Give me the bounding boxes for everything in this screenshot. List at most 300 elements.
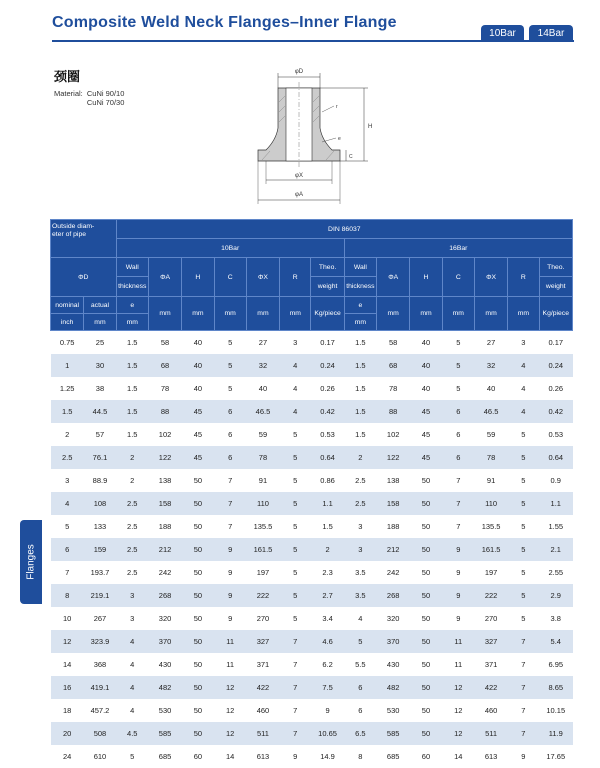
table-cell: 50 bbox=[182, 653, 214, 676]
table-cell: 4 bbox=[116, 653, 148, 676]
dim-label-a: φA bbox=[295, 192, 303, 198]
table-cell: 511 bbox=[246, 722, 279, 745]
table-cell: 370 bbox=[377, 630, 410, 653]
table-cell: 197 bbox=[474, 561, 507, 584]
table-cell: 2.9 bbox=[539, 584, 572, 607]
table-cell: 161.5 bbox=[474, 538, 507, 561]
table-cell: 0.24 bbox=[539, 354, 572, 377]
table-cell: 110 bbox=[246, 492, 279, 515]
table-cell: 1 bbox=[51, 354, 84, 377]
table-cell: 2.55 bbox=[539, 561, 572, 584]
material-line-2: CuNi 70/30 bbox=[87, 98, 125, 107]
table-cell: 6 bbox=[214, 423, 246, 446]
table-cell: 50 bbox=[182, 699, 214, 722]
table-cell: 68 bbox=[377, 354, 410, 377]
table-cell: 40 bbox=[410, 377, 442, 400]
table-cell: 320 bbox=[377, 607, 410, 630]
table-cell: 27 bbox=[474, 331, 507, 355]
dim-label-c: C bbox=[349, 154, 353, 160]
table-cell: 4.6 bbox=[311, 630, 344, 653]
table-cell: 508 bbox=[84, 722, 116, 745]
table-cell: 323.9 bbox=[84, 630, 116, 653]
material-label: Material: bbox=[54, 89, 83, 98]
table-cell: 11 bbox=[214, 630, 246, 653]
table-cell: 8.65 bbox=[539, 676, 572, 699]
table-cell: 4 bbox=[508, 377, 539, 400]
table-cell: 11 bbox=[442, 630, 474, 653]
table-row bbox=[51, 423, 573, 446]
table-cell: 197 bbox=[246, 561, 279, 584]
table-cell: 60 bbox=[182, 745, 214, 768]
table-cell: 20 bbox=[51, 722, 84, 745]
table-cell: 3 bbox=[116, 584, 148, 607]
table-cell: 5.4 bbox=[539, 630, 572, 653]
table-cell: 68 bbox=[148, 354, 181, 377]
table-cell: 1.55 bbox=[539, 515, 572, 538]
table-cell: 0.75 bbox=[51, 331, 84, 355]
table-cell: 5 bbox=[280, 469, 311, 492]
table-cell: 4 bbox=[280, 377, 311, 400]
header-phi-x: ΦX bbox=[246, 258, 279, 297]
spec-table bbox=[50, 219, 573, 768]
header-c: C bbox=[442, 258, 474, 297]
table-cell: 50 bbox=[410, 584, 442, 607]
header-actual: actual bbox=[84, 297, 116, 314]
table-cell: 50 bbox=[410, 722, 442, 745]
table-cell: 1.5 bbox=[116, 423, 148, 446]
table-cell: 1.5 bbox=[344, 377, 376, 400]
table-cell: 193.7 bbox=[84, 561, 116, 584]
table-cell: 138 bbox=[377, 469, 410, 492]
table-cell: 320 bbox=[148, 607, 181, 630]
table-row bbox=[51, 561, 573, 584]
table-cell: 40 bbox=[182, 354, 214, 377]
table-cell: 45 bbox=[182, 400, 214, 423]
table-cell: 0.42 bbox=[539, 400, 572, 423]
table-cell: 40 bbox=[474, 377, 507, 400]
table-cell: 78 bbox=[377, 377, 410, 400]
table-cell: 2.7 bbox=[311, 584, 344, 607]
dim-label-r: r bbox=[336, 104, 338, 110]
table-cell: 0.53 bbox=[311, 423, 344, 446]
header-c: C bbox=[214, 258, 246, 297]
header-unit-mm: mm bbox=[508, 297, 539, 331]
header-unit-mm: mm bbox=[84, 314, 116, 331]
table-cell: 45 bbox=[410, 446, 442, 469]
table-row bbox=[51, 469, 573, 492]
header-nominal: nominal bbox=[51, 297, 84, 314]
table-cell: 8 bbox=[51, 584, 84, 607]
table-cell: 40 bbox=[410, 331, 442, 355]
table-cell: 0.26 bbox=[539, 377, 572, 400]
table-cell: 1.5 bbox=[116, 331, 148, 355]
table-cell: 6.5 bbox=[344, 722, 376, 745]
header-10bar: 10Bar bbox=[116, 239, 344, 258]
table-cell: 0.64 bbox=[539, 446, 572, 469]
badge-10bar[interactable]: 10Bar bbox=[481, 25, 524, 42]
table-cell: 0.17 bbox=[311, 331, 344, 355]
table-cell: 50 bbox=[410, 561, 442, 584]
table-cell: 5 bbox=[214, 331, 246, 355]
table-cell: 6 bbox=[214, 446, 246, 469]
table-row bbox=[51, 722, 573, 745]
table-cell: 3.8 bbox=[539, 607, 572, 630]
table-cell: 5 bbox=[508, 561, 539, 584]
table-cell: 4 bbox=[116, 630, 148, 653]
table-cell: 7 bbox=[214, 469, 246, 492]
table-cell: 6 bbox=[344, 699, 376, 722]
table-cell: 40 bbox=[182, 331, 214, 355]
table-cell: 2.5 bbox=[116, 515, 148, 538]
table-cell: 102 bbox=[377, 423, 410, 446]
table-cell: 76.1 bbox=[84, 446, 116, 469]
table-cell: 212 bbox=[148, 538, 181, 561]
table-cell: 2.5 bbox=[116, 492, 148, 515]
table-cell: 9 bbox=[442, 561, 474, 584]
table-cell: 370 bbox=[148, 630, 181, 653]
table-cell: 268 bbox=[148, 584, 181, 607]
table-cell: 4 bbox=[344, 607, 376, 630]
table-cell: 2.5 bbox=[51, 446, 84, 469]
table-cell: 38 bbox=[84, 377, 116, 400]
table-cell: 50 bbox=[182, 584, 214, 607]
table-cell: 46.5 bbox=[246, 400, 279, 423]
table-cell: 6 bbox=[214, 400, 246, 423]
side-tab-label: Flanges bbox=[26, 544, 37, 580]
header-r: R bbox=[508, 258, 539, 297]
header-phi-a: ΦA bbox=[148, 258, 181, 297]
table-row bbox=[51, 400, 573, 423]
table-cell: 0.53 bbox=[539, 423, 572, 446]
table-cell: 1.1 bbox=[311, 492, 344, 515]
table-cell: 7 bbox=[442, 492, 474, 515]
header-unit-mm: mm bbox=[344, 314, 376, 331]
table-cell: 9 bbox=[311, 699, 344, 722]
table-cell: 110 bbox=[474, 492, 507, 515]
table-cell: 10.65 bbox=[311, 722, 344, 745]
table-cell: 5 bbox=[442, 354, 474, 377]
dim-label-h: H bbox=[368, 124, 372, 130]
table-cell: 530 bbox=[377, 699, 410, 722]
table-cell: 12 bbox=[51, 630, 84, 653]
table-cell: 122 bbox=[148, 446, 181, 469]
header-outside-diameter: Outside diam- eter of pipe bbox=[51, 220, 117, 258]
table-cell: 50 bbox=[410, 699, 442, 722]
table-cell: 7 bbox=[51, 561, 84, 584]
table-cell: 5 bbox=[214, 354, 246, 377]
table-cell: 9 bbox=[442, 538, 474, 561]
table-cell: 3 bbox=[508, 331, 539, 355]
table-cell: 5 bbox=[116, 745, 148, 768]
table-cell: 50 bbox=[410, 630, 442, 653]
table-cell: 7 bbox=[280, 699, 311, 722]
table-cell: 4 bbox=[508, 400, 539, 423]
table-cell: 88 bbox=[148, 400, 181, 423]
header-16bar: 16Bar bbox=[344, 239, 572, 258]
spec-table-body bbox=[51, 331, 573, 768]
table-cell: 422 bbox=[246, 676, 279, 699]
table-cell: 24 bbox=[51, 745, 84, 768]
table-cell: 50 bbox=[182, 561, 214, 584]
table-cell: 45 bbox=[182, 446, 214, 469]
table-cell: 9 bbox=[214, 584, 246, 607]
table-cell: 9 bbox=[214, 538, 246, 561]
table-cell: 102 bbox=[148, 423, 181, 446]
header-unit-mm: mm bbox=[182, 297, 214, 331]
table-cell: 460 bbox=[246, 699, 279, 722]
table-cell: 59 bbox=[474, 423, 507, 446]
table-cell: 7 bbox=[508, 699, 539, 722]
table-cell: 30 bbox=[84, 354, 116, 377]
table-cell: 371 bbox=[474, 653, 507, 676]
header-unit-mm: mm bbox=[214, 297, 246, 331]
table-cell: 161.5 bbox=[246, 538, 279, 561]
table-cell: 4 bbox=[116, 699, 148, 722]
table-cell: 50 bbox=[182, 607, 214, 630]
header-h: H bbox=[182, 258, 214, 297]
table-cell: 12 bbox=[214, 722, 246, 745]
table-cell: 8 bbox=[344, 745, 376, 768]
table-cell: 1.5 bbox=[311, 515, 344, 538]
header-unit-mm: mm bbox=[474, 297, 507, 331]
table-cell: 2 bbox=[344, 446, 376, 469]
table-cell: 7 bbox=[280, 676, 311, 699]
header-theo: Theo. bbox=[311, 258, 344, 277]
table-cell: 422 bbox=[474, 676, 507, 699]
table-cell: 5 bbox=[508, 584, 539, 607]
table-cell: 460 bbox=[474, 699, 507, 722]
table-cell: 50 bbox=[410, 653, 442, 676]
table-cell: 50 bbox=[182, 492, 214, 515]
table-cell: 267 bbox=[84, 607, 116, 630]
header-wall: Wall bbox=[344, 258, 376, 277]
table-cell: 7.5 bbox=[311, 676, 344, 699]
table-cell: 18 bbox=[51, 699, 84, 722]
header-unit-inch: inch bbox=[51, 314, 84, 331]
table-cell: 78 bbox=[148, 377, 181, 400]
header-e: e bbox=[344, 297, 376, 314]
table-cell: 3 bbox=[280, 331, 311, 355]
table-cell: 45 bbox=[182, 423, 214, 446]
table-cell: 2.1 bbox=[539, 538, 572, 561]
table-cell: 32 bbox=[474, 354, 507, 377]
table-cell: 50 bbox=[182, 515, 214, 538]
table-cell: 1.5 bbox=[344, 331, 376, 355]
table-cell: 5 bbox=[280, 538, 311, 561]
table-cell: 9 bbox=[442, 584, 474, 607]
header-e: e bbox=[116, 297, 148, 314]
table-cell: 7 bbox=[508, 630, 539, 653]
table-cell: 14 bbox=[51, 653, 84, 676]
dim-label-e: e bbox=[338, 136, 341, 142]
table-cell: 327 bbox=[246, 630, 279, 653]
flange-cross-section-drawing bbox=[250, 62, 390, 210]
table-cell: 5 bbox=[442, 331, 474, 355]
header-unit-kg: Kg/piece bbox=[311, 297, 344, 331]
table-cell: 1.25 bbox=[51, 377, 84, 400]
table-cell: 46.5 bbox=[474, 400, 507, 423]
table-cell: 5 bbox=[280, 423, 311, 446]
table-cell: 0.42 bbox=[311, 400, 344, 423]
table-cell: 16 bbox=[51, 676, 84, 699]
table-cell: 430 bbox=[148, 653, 181, 676]
table-cell: 50 bbox=[182, 722, 214, 745]
table-cell: 9 bbox=[214, 607, 246, 630]
table-cell: 6 bbox=[442, 423, 474, 446]
table-cell: 91 bbox=[474, 469, 507, 492]
table-cell: 419.1 bbox=[84, 676, 116, 699]
table-cell: 50 bbox=[182, 469, 214, 492]
table-cell: 6.2 bbox=[311, 653, 344, 676]
table-row bbox=[51, 630, 573, 653]
table-cell: 585 bbox=[148, 722, 181, 745]
table-cell: 3 bbox=[51, 469, 84, 492]
table-cell: 27 bbox=[246, 331, 279, 355]
table-cell: 482 bbox=[148, 676, 181, 699]
table-cell: 45 bbox=[410, 423, 442, 446]
table-row bbox=[51, 607, 573, 630]
table-cell: 17.65 bbox=[539, 745, 572, 768]
table-cell: 1.5 bbox=[116, 377, 148, 400]
table-cell: 5 bbox=[442, 377, 474, 400]
table-row bbox=[51, 446, 573, 469]
table-cell: 270 bbox=[474, 607, 507, 630]
table-row bbox=[51, 584, 573, 607]
table-cell: 6 bbox=[51, 538, 84, 561]
header-unit-kg: Kg/piece bbox=[539, 297, 572, 331]
header-theo: Theo. bbox=[539, 258, 572, 277]
table-cell: 5 bbox=[280, 492, 311, 515]
table-cell: 7 bbox=[442, 515, 474, 538]
table-cell: 212 bbox=[377, 538, 410, 561]
header-thickness: thickness bbox=[116, 277, 148, 297]
badge-14bar[interactable]: 14Bar bbox=[529, 25, 573, 42]
table-cell: 58 bbox=[377, 331, 410, 355]
header-unit-mm: mm bbox=[246, 297, 279, 331]
table-cell: 78 bbox=[474, 446, 507, 469]
table-cell: 6 bbox=[344, 676, 376, 699]
table-cell: 2 bbox=[311, 538, 344, 561]
table-cell: 188 bbox=[377, 515, 410, 538]
table-row bbox=[51, 538, 573, 561]
table-cell: 7 bbox=[214, 515, 246, 538]
table-cell: 613 bbox=[246, 745, 279, 768]
table-cell: 5 bbox=[508, 515, 539, 538]
table-cell: 50 bbox=[410, 515, 442, 538]
table-cell: 7 bbox=[280, 653, 311, 676]
table-cell: 368 bbox=[84, 653, 116, 676]
table-cell: 3 bbox=[344, 538, 376, 561]
table-cell: 1.5 bbox=[51, 400, 84, 423]
table-cell: 0.64 bbox=[311, 446, 344, 469]
table-cell: 610 bbox=[84, 745, 116, 768]
table-cell: 6 bbox=[442, 400, 474, 423]
table-cell: 57 bbox=[84, 423, 116, 446]
table-cell: 4 bbox=[280, 354, 311, 377]
table-cell: 108 bbox=[84, 492, 116, 515]
header-standard: DIN 86037 bbox=[116, 220, 572, 239]
table-cell: 11 bbox=[214, 653, 246, 676]
table-cell: 242 bbox=[377, 561, 410, 584]
table-cell: 4.5 bbox=[116, 722, 148, 745]
table-cell: 14 bbox=[214, 745, 246, 768]
table-cell: 6 bbox=[442, 446, 474, 469]
header-unit-mm: mm bbox=[410, 297, 442, 331]
table-cell: 2.5 bbox=[116, 561, 148, 584]
table-cell: 10.15 bbox=[539, 699, 572, 722]
table-cell: 45 bbox=[410, 400, 442, 423]
table-cell: 9 bbox=[508, 745, 539, 768]
table-row bbox=[51, 515, 573, 538]
table-cell: 1.5 bbox=[344, 354, 376, 377]
table-cell: 50 bbox=[410, 469, 442, 492]
table-cell: 50 bbox=[410, 492, 442, 515]
table-cell: 7 bbox=[508, 676, 539, 699]
table-cell: 2 bbox=[51, 423, 84, 446]
table-cell: 457.2 bbox=[84, 699, 116, 722]
table-cell: 5 bbox=[280, 607, 311, 630]
header-weight: weight bbox=[539, 277, 572, 297]
table-cell: 14 bbox=[442, 745, 474, 768]
table-cell: 12 bbox=[442, 699, 474, 722]
table-cell: 50 bbox=[410, 538, 442, 561]
table-cell: 7 bbox=[280, 722, 311, 745]
header-wall: Wall bbox=[116, 258, 148, 277]
table-cell: 135.5 bbox=[474, 515, 507, 538]
table-cell: 270 bbox=[246, 607, 279, 630]
table-row bbox=[51, 331, 573, 355]
table-cell: 9 bbox=[442, 607, 474, 630]
table-cell: 1.5 bbox=[344, 423, 376, 446]
table-cell: 12 bbox=[442, 676, 474, 699]
table-cell: 158 bbox=[148, 492, 181, 515]
table-cell: 7 bbox=[508, 722, 539, 745]
table-cell: 5 bbox=[508, 492, 539, 515]
table-cell: 685 bbox=[377, 745, 410, 768]
table-cell: 327 bbox=[474, 630, 507, 653]
table-cell: 2 bbox=[116, 469, 148, 492]
table-cell: 222 bbox=[474, 584, 507, 607]
dim-label-x: φX bbox=[295, 173, 303, 179]
material-line-1: CuNi 90/10 bbox=[87, 89, 125, 98]
table-cell: 242 bbox=[148, 561, 181, 584]
table-cell: 44.5 bbox=[84, 400, 116, 423]
header-unit-mm: mm bbox=[280, 297, 311, 331]
table-row bbox=[51, 354, 573, 377]
table-cell: 50 bbox=[182, 676, 214, 699]
table-cell: 88.9 bbox=[84, 469, 116, 492]
table-cell: 5 bbox=[51, 515, 84, 538]
table-cell: 5 bbox=[508, 423, 539, 446]
table-cell: 5 bbox=[508, 469, 539, 492]
header-thickness: thickness bbox=[344, 277, 376, 297]
table-cell: 5 bbox=[508, 446, 539, 469]
table-cell: 12 bbox=[214, 699, 246, 722]
table-cell: 40 bbox=[410, 354, 442, 377]
table-cell: 12 bbox=[214, 676, 246, 699]
table-cell: 3 bbox=[344, 515, 376, 538]
side-tab-flanges[interactable] bbox=[20, 520, 42, 604]
table-cell: 60 bbox=[410, 745, 442, 768]
table-cell: 159 bbox=[84, 538, 116, 561]
table-cell: 5.5 bbox=[344, 653, 376, 676]
table-row bbox=[51, 699, 573, 722]
table-cell: 9 bbox=[214, 561, 246, 584]
table-cell: 5 bbox=[344, 630, 376, 653]
table-cell: 0.17 bbox=[539, 331, 572, 355]
table-cell: 2.5 bbox=[344, 492, 376, 515]
table-cell: 5 bbox=[508, 538, 539, 561]
